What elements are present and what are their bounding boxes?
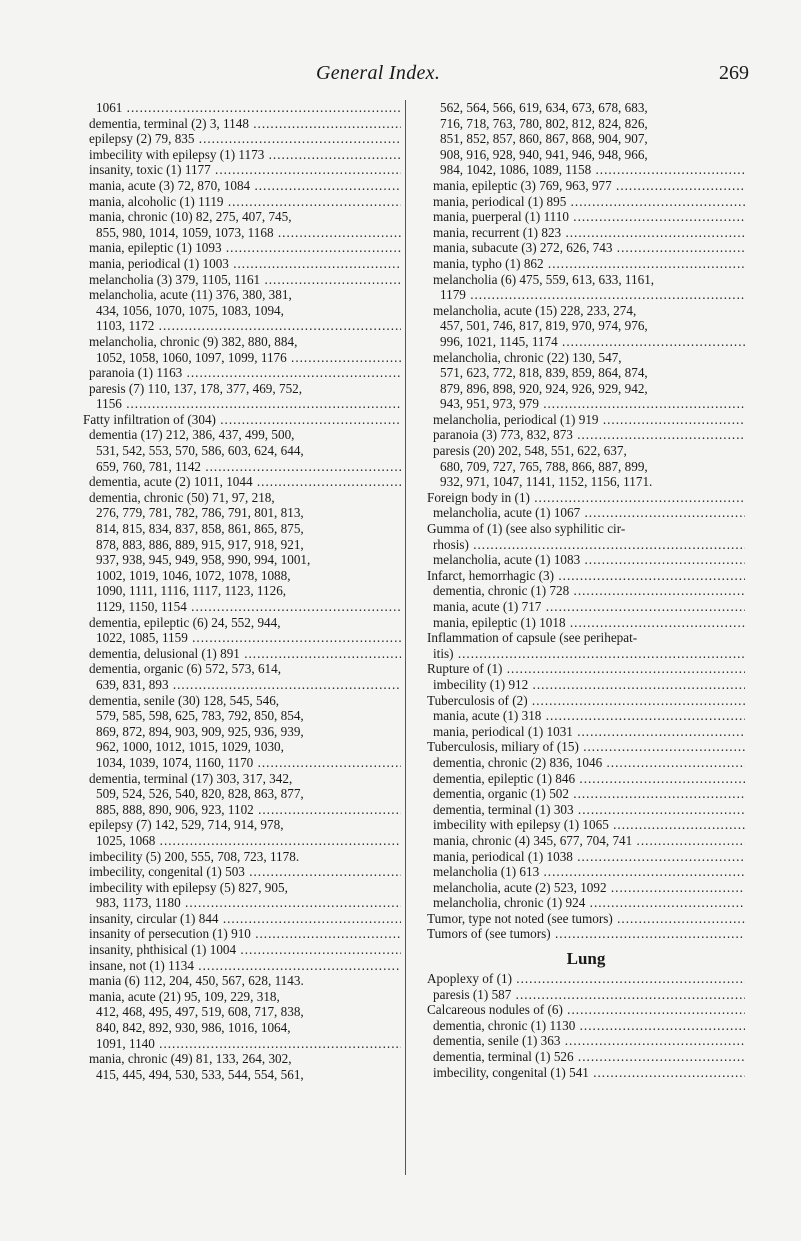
index-entry-line: 855, 980, 1014, 1059, 1073, 1168 .....	[83, 225, 401, 241]
index-entry-line: mania, typho (1) 862 .....	[427, 256, 745, 272]
index-entry-line: 1061 .....	[83, 100, 401, 116]
index-entry-line: dementia, chronic (2) 836, 1046 .....	[427, 755, 745, 771]
index-entry-line: melancholia, acute (11) 376, 380, 381,	[89, 287, 292, 303]
index-entry-line: dementia, chronic (1) 728 .....	[427, 583, 745, 599]
index-entry-line: 1052, 1058, 1060, 1097, 1099, 1176 .....	[83, 350, 401, 366]
index-entry-line: mania, chronic (4) 345, 677, 704, 741 .....	[427, 833, 745, 849]
index-entry-line: Gumma of (1) (see also syphilitic cir-	[427, 521, 626, 537]
index-entry-line: 983, 1173, 1180 .....	[83, 895, 401, 911]
index-entry-line: dementia, epileptic (6) 24, 552, 944,	[89, 614, 281, 630]
index-entry-line: paresis (20) 202, 548, 551, 622, 637,	[433, 443, 627, 459]
index-entry-line: epilepsy (7) 142, 529, 714, 914, 978,	[89, 817, 284, 833]
index-entry-line: mania, acute (3) 72, 870, 1084 .....	[83, 178, 401, 194]
index-entry-line: 1022, 1085, 1159 .....	[83, 630, 401, 646]
index-entry-line: 571, 623, 772, 818, 839, 859, 864, 874,	[440, 365, 648, 381]
index-entry-line: 878, 883, 886, 889, 915, 917, 918, 921,	[96, 536, 304, 552]
index-entry-line: 943, 951, 973, 979 .....	[427, 396, 745, 412]
index-entry-line: rhosis) .....	[427, 537, 745, 553]
index-entry-line: paresis (1) 587 .....	[427, 987, 745, 1003]
index-entry-line: 680, 709, 727, 765, 788, 866, 887, 899,	[440, 458, 648, 474]
index-entry-line: melancholia, chronic (9) 382, 880, 884,	[89, 333, 298, 349]
index-column-left	[83, 100, 401, 1082]
index-entry-line: 1034, 1039, 1074, 1160, 1170 .....	[83, 755, 401, 771]
index-entry-line: 885, 888, 890, 906, 923, 1102 .....	[83, 802, 401, 818]
index-entry-line: dementia (17) 212, 386, 437, 499, 500,	[89, 427, 295, 443]
index-entry-line: melancholia, periodical (1) 919 .....	[427, 412, 745, 428]
column-divider	[405, 100, 406, 1175]
index-entry-line: Tumor, type not noted (see tumors) .....	[427, 911, 745, 927]
index-entry-line: melancholia, chronic (1) 924 .....	[427, 895, 745, 911]
index-entry-line: dementia, delusional (1) 891 .....	[83, 646, 401, 662]
index-entry-line: 1129, 1150, 1154 .....	[83, 599, 401, 615]
index-entry-line: mania, epileptic (3) 769, 963, 977 .....	[427, 178, 745, 194]
index-entry-line: mania, periodical (1) 1031 .....	[427, 724, 745, 740]
index-entry-line: imbecility with epilepsy (5) 827, 905,	[89, 879, 288, 895]
index-entry-line: 579, 585, 598, 625, 783, 792, 850, 854,	[96, 708, 304, 724]
index-entry-line: imbecility with epilepsy (1) 1065 .....	[427, 817, 745, 833]
index-entry-line: Rupture of (1) .....	[427, 661, 745, 677]
index-entry-line: 851, 852, 857, 860, 867, 868, 904, 907,	[440, 131, 648, 147]
index-entry-line: 412, 468, 495, 497, 519, 608, 717, 838,	[96, 1004, 304, 1020]
index-entry-line: Infarct, hemorrhagic (3) .....	[427, 568, 745, 584]
section-heading: Lung	[566, 949, 606, 969]
index-entry-line: mania, alcoholic (1) 1119 .....	[83, 194, 401, 210]
index-entry-line: Tumors of (see tumors) .....	[427, 926, 745, 942]
index-entry-line: 434, 1056, 1070, 1075, 1083, 1094,	[96, 302, 284, 318]
index-entry-line: 276, 779, 781, 782, 786, 791, 801, 813,	[96, 505, 304, 521]
index-entry-line: Fatty infiltration of (304) .....	[83, 412, 401, 428]
index-entry-line: imbecility, congenital (1) 503 .....	[83, 864, 401, 880]
index-entry-line: melancholia (3) 379, 1105, 1161 .....	[83, 272, 401, 288]
index-entry-line: melancholia (6) 475, 559, 613, 633, 1161,	[433, 271, 655, 287]
index-entry-line: dementia, terminal (1) 526 .....	[427, 1049, 745, 1065]
index-entry-line: paranoia (3) 773, 832, 873 .....	[427, 427, 745, 443]
index-entry-line: mania, periodical (1) 895 .....	[427, 194, 745, 210]
index-entry-line: 1091, 1140 .....	[83, 1036, 401, 1052]
index-column-right	[427, 100, 745, 1080]
index-entry-line: melancholia, acute (15) 228, 233, 274,	[433, 302, 637, 318]
index-entry-line: melancholia, acute (2) 523, 1092 .....	[427, 880, 745, 896]
index-entry-line: 879, 896, 898, 920, 924, 926, 929, 942,	[440, 380, 648, 396]
index-entry-line: insanity of persecution (1) 910 .....	[83, 926, 401, 942]
index-entry-line: mania, acute (21) 95, 109, 229, 318,	[89, 988, 280, 1004]
index-entry-line: 659, 760, 781, 1142 .....	[83, 459, 401, 475]
index-entry-line: epilepsy (2) 79, 835 .....	[83, 131, 401, 147]
index-entry-line: imbecility with epilepsy (1) 1173 .....	[83, 147, 401, 163]
index-entry-line: dementia, epileptic (1) 846 .....	[427, 771, 745, 787]
index-entry-line: paresis (7) 110, 137, 178, 377, 469, 752,	[89, 380, 303, 396]
index-entry-line: 937, 938, 945, 949, 958, 990, 994, 1001,	[96, 552, 311, 568]
index-entry-line: 1002, 1019, 1046, 1072, 1078, 1088,	[96, 567, 291, 583]
running-title: General Index.	[316, 62, 441, 84]
index-entry-line: melancholia (1) 613 .....	[427, 864, 745, 880]
index-entry-line: 1179 .....	[427, 287, 745, 303]
index-entry-line: 562, 564, 566, 619, 634, 673, 678, 683,	[440, 100, 648, 115]
index-entry-line: 1025, 1068 .....	[83, 833, 401, 849]
index-entry-line: mania, periodical (1) 1038 .....	[427, 849, 745, 865]
index-entry-line: mania, chronic (10) 82, 275, 407, 745,	[89, 209, 292, 225]
index-entry-line: 840, 842, 892, 930, 986, 1016, 1064,	[96, 1020, 291, 1036]
index-entry-line: mania, periodical (1) 1003 .....	[83, 256, 401, 272]
index-entry-line: 932, 971, 1047, 1141, 1152, 1156, 1171.	[440, 474, 653, 490]
index-entry-line: Apoplexy of (1) .....	[427, 971, 745, 987]
index-entry-line: dementia, senile (1) 363 .....	[427, 1033, 745, 1049]
index-entry-line: dementia, senile (30) 128, 545, 546,	[89, 692, 280, 708]
index-entry-line: 814, 815, 834, 837, 858, 861, 865, 875,	[96, 521, 304, 537]
index-entry-line: 457, 501, 746, 817, 819, 970, 974, 976,	[440, 318, 648, 334]
page-header	[0, 62, 801, 92]
index-entry-line: mania, epileptic (1) 1018 .....	[427, 615, 745, 631]
index-entry-line: paranoia (1) 1163 .....	[83, 365, 401, 381]
index-entry-line: insanity, phthisical (1) 1004 .....	[83, 942, 401, 958]
index-entry-line: melancholia, chronic (22) 130, 547,	[433, 349, 622, 365]
index-entry-line: 415, 445, 494, 530, 533, 544, 554, 561,	[96, 1066, 304, 1082]
index-entry-line: Tuberculosis of (2) .....	[427, 693, 745, 709]
index-entry-line: mania, chronic (49) 81, 133, 264, 302,	[89, 1051, 292, 1067]
index-entry-line: dementia, organic (6) 572, 573, 614,	[89, 661, 282, 677]
index-entry-line: Foreign body in (1) .....	[427, 490, 745, 506]
index-entry-line: dementia, acute (2) 1011, 1044 .....	[83, 474, 401, 490]
index-entry-line: itis) .....	[427, 646, 745, 662]
index-entry-line: imbecility (1) 912 .....	[427, 677, 745, 693]
index-entry-line: mania, recurrent (1) 823 .....	[427, 225, 745, 241]
index-entry-line: 996, 1021, 1145, 1174 .....	[427, 334, 745, 350]
index-entry-line: dementia, chronic (1) 1130 .....	[427, 1018, 745, 1034]
index-entry-line: mania, puerperal (1) 1110 .....	[427, 209, 745, 225]
index-entry-line: 716, 718, 763, 780, 802, 812, 824, 826,	[440, 115, 648, 131]
index-entry-line: mania, subacute (3) 272, 626, 743 .....	[427, 240, 745, 256]
index-entry-line: insanity, toxic (1) 1177 .....	[83, 162, 401, 178]
index-entry-line: dementia, organic (1) 502 .....	[427, 786, 745, 802]
index-entry-line: imbecility (5) 200, 555, 708, 723, 1178.	[89, 848, 300, 864]
index-entry-line: 1103, 1172 .....	[83, 318, 401, 334]
index-entry-line: Inflammation of capsule (see perihepat-	[427, 630, 638, 646]
index-entry-line: dementia, terminal (1) 303 .....	[427, 802, 745, 818]
index-entry-line: imbecility, congenital (1) 541 .....	[427, 1065, 745, 1081]
index-entry-line: 531, 542, 553, 570, 586, 603, 624, 644,	[96, 443, 304, 459]
index-entry-line: 509, 524, 526, 540, 820, 828, 863, 877,	[96, 786, 304, 802]
index-entry-line: mania, acute (1) 717 .....	[427, 599, 745, 615]
index-entry-line: dementia, chronic (50) 71, 97, 218,	[89, 489, 275, 505]
index-entry-line: melancholia, acute (1) 1083 .....	[427, 552, 745, 568]
index-entry-line: mania, epileptic (1) 1093 .....	[83, 240, 401, 256]
index-entry-line: 908, 916, 928, 940, 941, 946, 948, 966,	[440, 146, 648, 162]
index-entry-line: insane, not (1) 1134 .....	[83, 958, 401, 974]
index-entry-line: 984, 1042, 1086, 1089, 1158 .....	[427, 162, 745, 178]
index-entry-line: dementia, terminal (2) 3, 1148 .....	[83, 116, 401, 132]
index-entry-line: 1090, 1111, 1116, 1117, 1123, 1126,	[96, 583, 287, 599]
index-entry-line: 639, 831, 893 .....	[83, 677, 401, 693]
index-entry-line: Tuberculosis, miliary of (15) .....	[427, 739, 745, 755]
index-entry-line: mania (6) 112, 204, 450, 567, 628, 1143.	[89, 973, 304, 989]
index-entry-line: insanity, circular (1) 844 .....	[83, 911, 401, 927]
page-number: 269	[719, 62, 749, 84]
index-entry-line: 1156 .....	[83, 396, 401, 412]
index-entry-line: dementia, terminal (17) 303, 317, 342,	[89, 770, 293, 786]
index-entry-line: mania, acute (1) 318 .....	[427, 708, 745, 724]
index-entry-line: Calcareous nodules of (6) .....	[427, 1002, 745, 1018]
index-entry-line: 869, 872, 894, 903, 909, 925, 936, 939,	[96, 723, 304, 739]
index-entry-line: 962, 1000, 1012, 1015, 1029, 1030,	[96, 739, 284, 755]
index-entry-line: melancholia, acute (1) 1067 .....	[427, 505, 745, 521]
